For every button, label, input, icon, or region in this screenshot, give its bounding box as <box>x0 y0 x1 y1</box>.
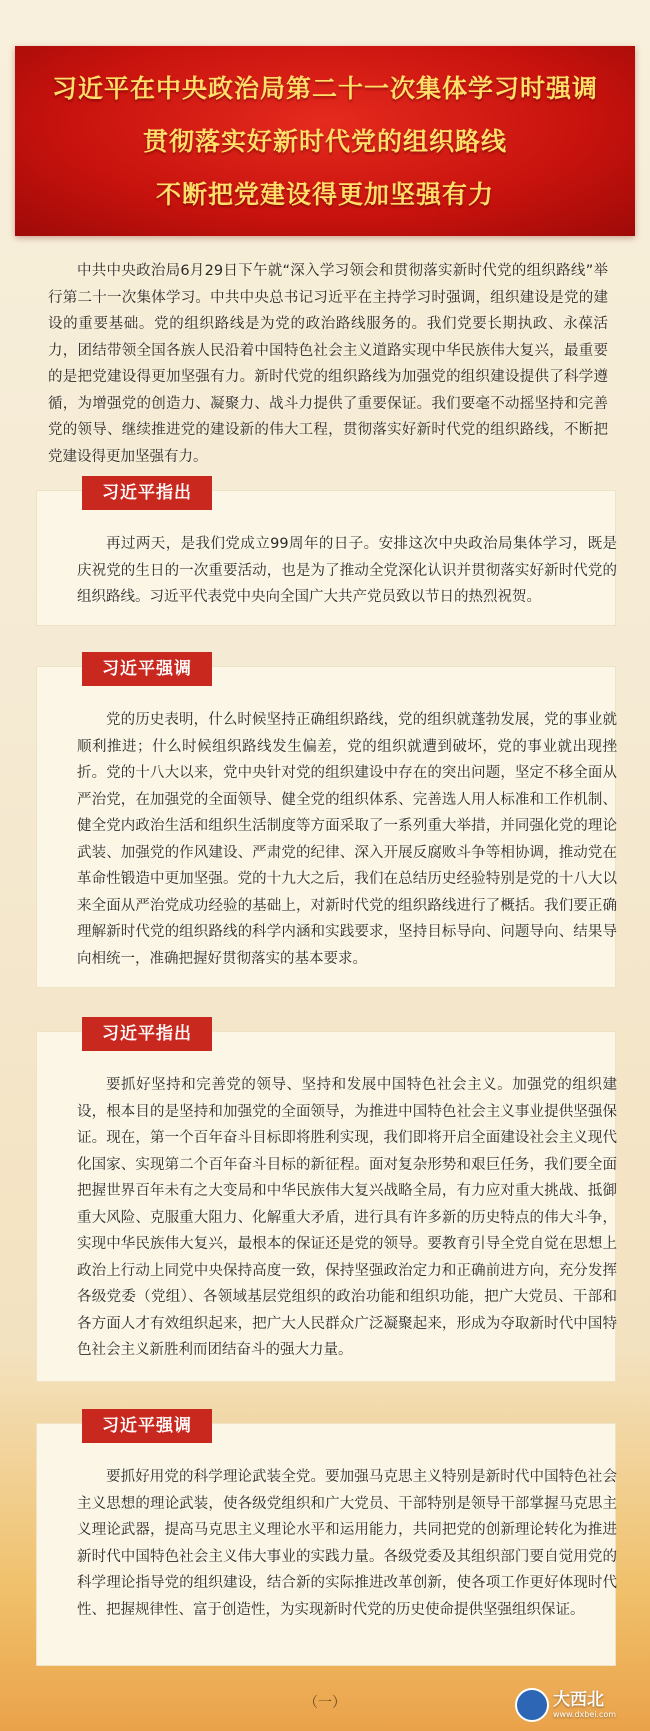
section-tag: 习近平强调 <box>82 652 212 686</box>
section-1 <box>36 483 617 626</box>
watermark-logo-icon <box>515 1688 549 1722</box>
section-text: 要抓好用党的科学理论武装全党。要加强马克思主义特别是新时代中国特色社会主义思想的理论武装，使各级党组织和广大党员、干部特别是领导干部掌握马克思主义理论武器，提高马克思主义理论水平和运用能力，共同把党的创新理论转化为推进新时代中国特色社会主义伟大事业的实践力量。各级党委及其组织部门要自觉用党的科学理论指导党的组织建设，结合新的实际推进改革创新，使各项工作更好体现时代性、把握规律性、富于创造性，为实现新时代党的历史使命提供坚强组织保证。 <box>77 1469 617 1618</box>
watermark <box>515 1686 645 1724</box>
headline-line-2: 贯彻落实好新时代党的组织路线 <box>142 127 507 156</box>
section-tag: 习近平强调 <box>82 1409 212 1443</box>
section-4 <box>36 1416 617 1666</box>
page-number: （一） <box>304 1695 346 1711</box>
watermark-name: 大西北 <box>553 1690 604 1710</box>
section-3 <box>36 1024 617 1382</box>
section-text: 再过两天，是我们党成立99周年的日子。安排这次中央政治局集体学习，既是庆祝党的生日的一次重要活动，也是为了推动全党深化认识并贯彻落实好新时代党的组织路线。习近平代表党中央向全国广大共产党员致以节日的热烈祝贺。 <box>77 536 617 605</box>
section-tag: 习近平指出 <box>82 476 212 510</box>
title-banner <box>15 46 635 236</box>
headline-line-1: 习近平在中央政治局第二十一次集体学习时强调 <box>51 74 598 103</box>
intro-paragraph: 中共中央政治局6月29日下午就“深入学习领会和贯彻落实新时代党的组织路线”举行第二十一次集体学习。中共中央总书记习近平在主持学习时强调，组织建设是党的建设的重要基础。党的组织路线是为党的政治路线服务的。我们党要长期执政、永葆活力，团结带领全国各族人民沿着中国特色社会主义道路实现中华民族伟大复兴，最重要的是把党建设得更加坚强有力。新时代党的组织路线为加强党的组织建设提供了科学遵循，为增强党的创造力、凝聚力、战斗力提供了重要保证。我们要毫不动摇坚持和完善党的领导、继续推进党的建设新的伟大工程，贯彻落实好新时代党的组织路线，不断把党建设得更加坚强有力。 <box>48 263 608 465</box>
section-tag: 习近平指出 <box>82 1017 212 1051</box>
section-text: 党的历史表明，什么时候坚持正确组织路线，党的组织就蓬勃发展，党的事业就顺利推进；什么时候组织路线发生偏差，党的组织就遭到破坏，党的事业就出现挫折。党的十八大以来，党中央针对党的组织建设中存在的突出问题，坚定不移全面从严治党，在加强党的全面领导、健全党的组织体系、完善选人用人标准和工作机制、健全党内政治生活和组织生活制度等方面采取了一系列重大举措，并同强化党的理论武装、加强党的作风建设、严肃党的纪律、深入开展反腐败斗争等相协调，推动党在革命性锻造中更加坚强。党的十九大之后，我们在总结历史经验特别是党的十八大以来全面从严治党成功经验的基础上，对新时代党的组织路线进行了概括。我们要正确理解新时代党的组织路线的科学内涵和实践要求，坚持目标导向、问题导向、结果导向相统一，准确把握好贯彻落实的基本要求。 <box>77 712 617 967</box>
section-2 <box>36 659 617 988</box>
watermark-url: www.dxbei.com <box>553 1710 617 1719</box>
headline-line-3: 不断把党建设得更加坚强有力 <box>155 180 494 209</box>
section-text: 要抓好坚持和完善党的领导、坚持和发展中国特色社会主义。加强党的组织建设，根本目的是坚持和加强党的全面领导，为推进中国特色社会主义事业提供坚强保证。现在，第一个百年奋斗目标即将胜利实现，我们即将开启全面建设社会主义现代化国家、实现第二个百年奋斗目标的新征程。面对复杂形势和艰巨任务，我们要全面把握世界百年未有之大变局和中华民族伟大复兴战略全局，有力应对重大挑战、抵御重大风险、克服重大阻力、化解重大矛盾，进行具有许多新的历史特点的伟大斗争，实现中华民族伟大复兴，最根本的保证还是党的领导。要教育引导全党自觉在思想上政治上行动上同党中央保持高度一致，保持坚强政治定力和正确前进方向，充分发挥各级党委（党组）、各领域基层党组织的政治功能和组织功能，把广大党员、干部和各方面人才有效组织起来，把广大人民群众广泛凝聚起来，形成为夺取新时代中国特色社会主义新胜利而团结奋斗的强大力量。 <box>77 1077 617 1358</box>
